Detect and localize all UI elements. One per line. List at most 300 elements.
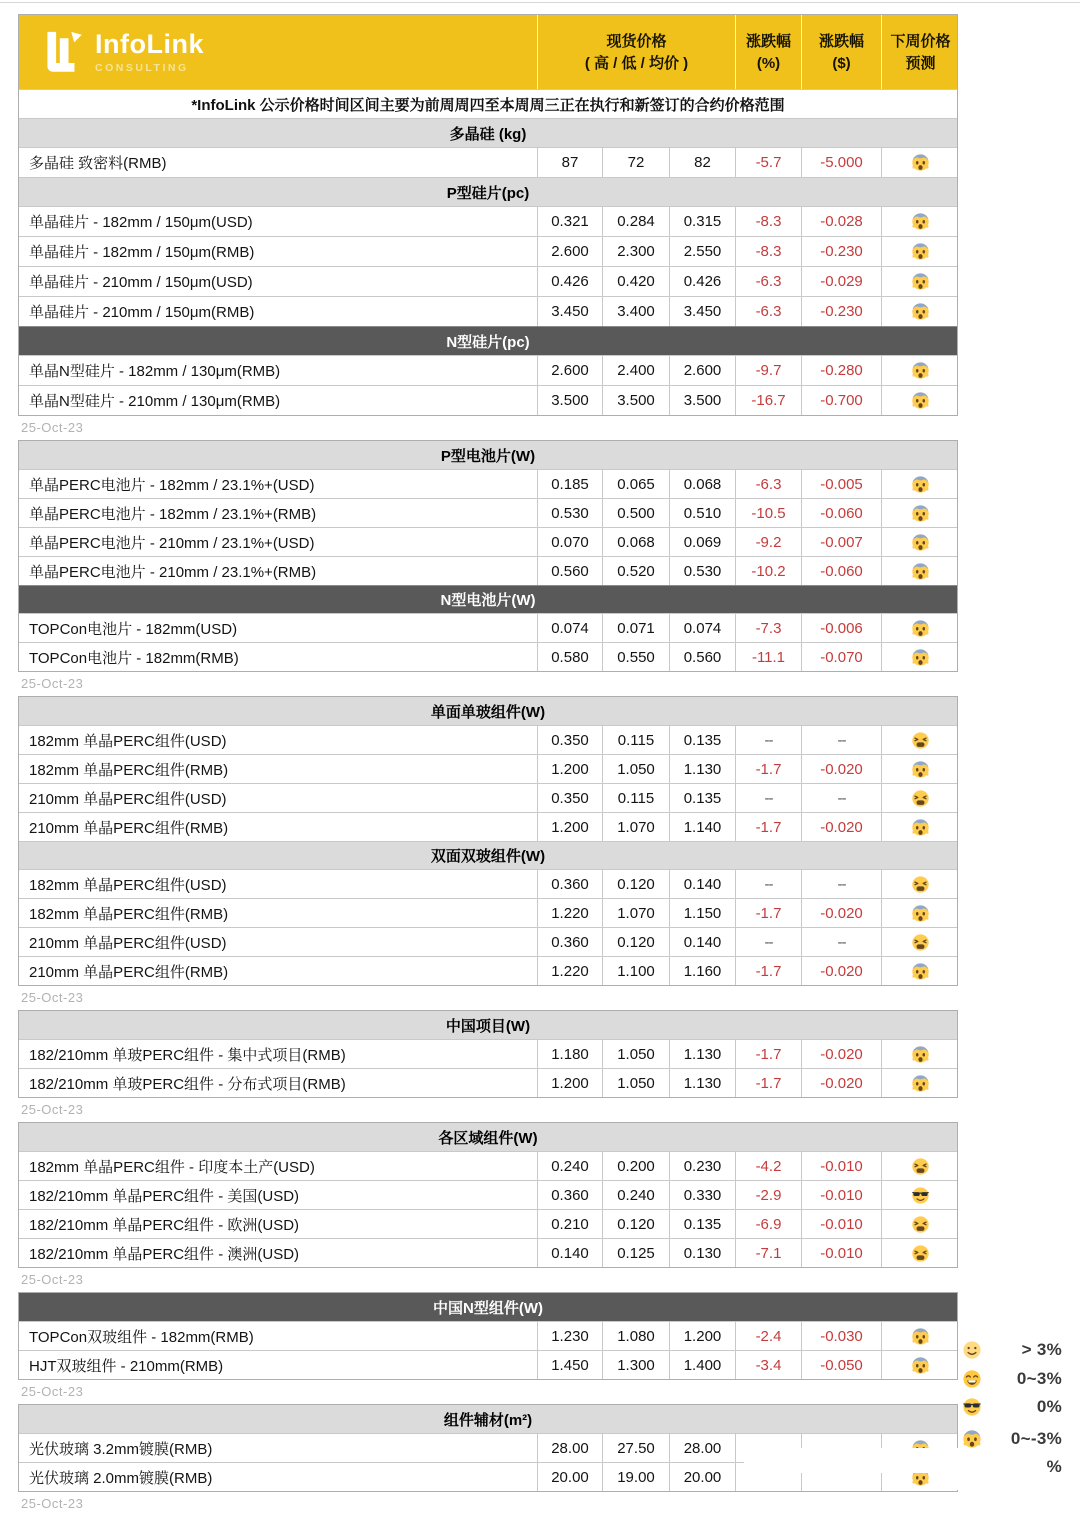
price-low-cell-value: 19.00 — [617, 1468, 655, 1486]
price-low-cell — [602, 297, 669, 326]
price-low-cell-value: 1.070 — [617, 818, 655, 836]
table-row — [19, 1209, 957, 1238]
change-usd-cell — [801, 1069, 881, 1097]
price-table-group — [18, 1010, 958, 1098]
date-label: 25-Oct-23 — [21, 1496, 84, 1511]
table-row — [19, 613, 957, 642]
scream-yellow-icon — [911, 875, 930, 894]
price-low-cell-value: 0.115 — [617, 731, 655, 749]
change-usd-cell-value: -0.020 — [820, 760, 863, 778]
change-usd-cell — [801, 1040, 881, 1068]
price-low-cell — [602, 1069, 669, 1097]
forecast-cell — [881, 755, 959, 783]
price-avg-cell-value: 1.130 — [683, 760, 722, 778]
change-pct-cell — [735, 928, 801, 956]
section-header: 双面双玻组件(W) — [19, 841, 957, 869]
price-high-cell — [537, 1463, 602, 1491]
price-high-cell-value: 0.360 — [551, 1186, 589, 1204]
change-usd-cell — [801, 928, 881, 956]
legend-label: 0% — [1036, 1397, 1062, 1416]
table-row — [19, 812, 957, 841]
table-row — [19, 1039, 957, 1068]
scream-icon — [911, 818, 930, 837]
price-high-cell-value: 2.600 — [551, 362, 589, 379]
price-high-cell-value: 0.360 — [551, 933, 589, 951]
change-usd-cell-value: -0.020 — [820, 1074, 863, 1092]
price-high-cell — [537, 870, 602, 898]
section-header: 多晶硅 (kg) — [19, 118, 957, 147]
price-avg-cell — [669, 1322, 735, 1350]
price-avg-cell-value: 0.074 — [683, 619, 722, 637]
price-high-cell-value: 1.200 — [551, 1074, 589, 1092]
change-usd-cell-value: -0.005 — [820, 475, 863, 493]
price-avg-cell-value: 1.150 — [683, 904, 722, 922]
cool-icon — [958, 1397, 982, 1417]
price-low-cell-value: 0.420 — [617, 273, 655, 290]
price-avg-cell — [669, 1040, 735, 1068]
change-usd-cell — [801, 1351, 881, 1379]
price-low-cell — [602, 386, 669, 415]
change-usd-cell-value: -0.020 — [820, 1045, 863, 1063]
change-pct-cell — [735, 1351, 801, 1379]
price-avg-cell-value: 0.426 — [683, 273, 722, 290]
price-high-cell-value: 2.600 — [551, 243, 589, 260]
change-pct-cell — [735, 784, 801, 812]
price-high-cell-value: 28.00 — [551, 1439, 589, 1457]
price-low-cell-value: 1.080 — [617, 1327, 655, 1345]
product-name-cell: TOPCon电池片 - 182mm(USD) — [29, 620, 238, 638]
price-low-cell — [602, 1040, 669, 1068]
date-label: 25-Oct-23 — [21, 1102, 84, 1117]
price-avg-cell — [669, 267, 735, 296]
price-avg-cell-value: 0.510 — [683, 504, 722, 522]
price-high-cell-value: 0.350 — [551, 731, 589, 749]
product-name-cell: 210mm 单晶PERC组件(USD) — [29, 790, 227, 808]
page-top-divider — [0, 2, 1080, 3]
price-high-cell-value: 0.560 — [551, 562, 589, 580]
price-high-cell — [537, 726, 602, 754]
price-high-cell-value: 1.200 — [551, 818, 589, 836]
forecast-cell — [881, 499, 959, 527]
table-row — [19, 556, 957, 585]
scream-icon — [911, 242, 930, 261]
change-pct-cell-value: -2.4 — [755, 1327, 782, 1345]
table-row — [19, 498, 957, 527]
product-name-cell: 182mm 单晶PERC组件 - 印度本土产(USD) — [29, 1158, 315, 1176]
scream-yellow-icon — [911, 933, 930, 952]
price-avg-cell — [669, 356, 735, 385]
brand-name: InfoLink — [95, 28, 204, 59]
change-usd-cell-value: -0.230 — [820, 303, 863, 320]
price-high-cell-value: 0.350 — [551, 789, 589, 807]
price-avg-cell — [669, 957, 735, 985]
change-usd-cell — [801, 386, 881, 415]
white-overlay-patch — [744, 1448, 957, 1473]
change-usd-cell-value: -0.020 — [820, 818, 863, 836]
price-high-cell — [537, 528, 602, 556]
product-name-cell: 210mm 单晶PERC组件(RMB) — [29, 819, 229, 837]
change-pct-cell-value: -6.9 — [755, 1215, 782, 1233]
table-row — [19, 206, 957, 236]
forecast-cell — [881, 784, 959, 812]
price-avg-cell — [669, 1069, 735, 1097]
brand-text — [95, 28, 204, 74]
table-row — [19, 956, 957, 985]
change-pct-cell-value: -9.7 — [755, 362, 782, 379]
column-header-spot-price — [537, 15, 735, 89]
price-avg-cell — [669, 207, 735, 236]
price-high-cell — [537, 148, 602, 177]
change-usd-cell — [801, 237, 881, 266]
forecast-cell — [881, 614, 959, 642]
change-pct-cell — [735, 643, 801, 671]
change-pct-cell-value: -1.7 — [755, 1045, 782, 1063]
price-low-cell — [602, 499, 669, 527]
price-low-cell — [602, 148, 669, 177]
price-low-cell — [602, 1322, 669, 1350]
forecast-cell — [881, 928, 959, 956]
table-row — [19, 725, 957, 754]
table-row — [19, 1321, 957, 1350]
price-avg-cell — [669, 870, 735, 898]
forecast-cell — [881, 957, 959, 985]
change-pct-cell-value: -11.1 — [751, 648, 786, 666]
price-low-cell — [602, 957, 669, 985]
change-usd-cell-value: -- — [837, 933, 846, 951]
column-header-forecast — [881, 15, 959, 89]
pct-title: 涨跌幅 — [745, 32, 791, 50]
change-usd-cell — [801, 470, 881, 498]
product-name-cell: TOPCon电池片 - 182mm(RMB) — [29, 649, 239, 667]
forecast-cell — [881, 1322, 959, 1350]
product-name-cell: 单晶硅片 - 182mm / 150μm(USD) — [29, 214, 253, 231]
price-high-cell — [537, 1351, 602, 1379]
change-pct-cell — [735, 297, 801, 326]
price-low-cell — [602, 614, 669, 642]
scream-icon — [911, 648, 930, 667]
legend-label: % — [1046, 1457, 1062, 1476]
price-high-cell — [537, 207, 602, 236]
forecast-cell — [881, 1152, 959, 1180]
spot-subtitle: ( 高 / 低 / 均价 ) — [584, 54, 689, 72]
price-avg-cell-value: 0.069 — [683, 533, 722, 551]
price-high-cell — [537, 470, 602, 498]
table-row — [19, 266, 957, 296]
price-avg-cell-value: 1.140 — [683, 818, 722, 836]
price-avg-cell — [669, 1152, 735, 1180]
table-row — [19, 385, 957, 415]
change-pct-cell — [735, 813, 801, 841]
product-name-cell: 182/210mm 单晶PERC组件 - 美国(USD) — [29, 1187, 300, 1205]
price-avg-cell — [669, 643, 735, 671]
price-high-cell — [537, 1152, 602, 1180]
price-low-cell-value: 1.050 — [617, 1074, 655, 1092]
price-high-cell — [537, 784, 602, 812]
change-pct-cell-value: -1.7 — [755, 818, 782, 836]
scream-icon — [911, 904, 930, 923]
change-usd-cell-value: -0.010 — [820, 1186, 863, 1204]
price-avg-cell — [669, 557, 735, 585]
change-pct-cell-value: -5.7 — [755, 154, 782, 171]
price-low-cell-value: 0.068 — [617, 533, 655, 551]
table-row — [19, 927, 957, 956]
scream-icon — [911, 302, 930, 321]
forecast-cell — [881, 237, 959, 266]
change-pct-cell — [735, 726, 801, 754]
price-table-group — [18, 440, 958, 672]
product-name-cell: 光伏玻璃 2.0mm镀膜(RMB) — [29, 1469, 213, 1487]
price-low-cell — [602, 726, 669, 754]
change-pct-cell — [735, 755, 801, 783]
price-avg-cell-value: 0.135 — [683, 731, 722, 749]
price-high-cell — [537, 957, 602, 985]
price-report — [18, 14, 958, 1516]
forecast-cell — [881, 356, 959, 385]
price-high-cell-value: 20.00 — [551, 1468, 589, 1486]
scream-yellow-icon — [911, 1157, 930, 1176]
price-low-cell-value: 0.284 — [617, 213, 655, 230]
price-high-cell-value: 1.450 — [551, 1356, 589, 1374]
change-usd-cell — [801, 207, 881, 236]
date-label: 25-Oct-23 — [21, 420, 84, 435]
change-usd-cell — [801, 528, 881, 556]
price-high-cell — [537, 237, 602, 266]
scream-icon — [911, 475, 930, 494]
table-row — [19, 1238, 957, 1267]
price-table-group — [18, 1122, 958, 1268]
price-low-cell — [602, 237, 669, 266]
price-high-cell-value: 0.185 — [551, 475, 589, 493]
price-avg-cell — [669, 528, 735, 556]
abs-title: 涨跌幅 — [818, 32, 864, 50]
product-name-cell: 182mm 单晶PERC组件(USD) — [29, 876, 227, 894]
brand-block — [19, 15, 537, 89]
change-usd-cell-value: -0.028 — [820, 213, 863, 230]
change-pct-cell — [735, 1322, 801, 1350]
price-avg-cell-value: 0.230 — [683, 1157, 722, 1175]
change-pct-cell-value: -1.7 — [755, 904, 782, 922]
change-pct-cell-value: -10.2 — [751, 562, 786, 580]
price-low-cell — [602, 755, 669, 783]
price-low-cell — [602, 207, 669, 236]
price-low-cell-value: 0.071 — [617, 619, 655, 637]
price-low-cell-value: 1.050 — [617, 1045, 655, 1063]
scream-icon — [911, 391, 930, 410]
change-pct-cell — [735, 1069, 801, 1097]
price-low-cell-value: 2.400 — [617, 362, 655, 379]
price-avg-cell-value: 0.068 — [683, 475, 722, 493]
change-usd-cell-value: -0.007 — [820, 533, 863, 551]
table-row — [19, 1350, 957, 1379]
grin-icon — [958, 1369, 982, 1389]
price-avg-cell-value: 0.530 — [683, 562, 722, 580]
table-row — [19, 296, 957, 326]
price-avg-cell-value: 0.315 — [683, 213, 722, 230]
change-pct-cell — [735, 614, 801, 642]
price-low-cell-value: 1.100 — [617, 962, 655, 980]
price-avg-cell-value: 1.200 — [683, 1327, 722, 1345]
change-pct-cell-value: -6.3 — [755, 475, 782, 493]
price-avg-cell — [669, 813, 735, 841]
change-usd-cell-value: -0.020 — [820, 904, 863, 922]
price-low-cell-value: 0.240 — [617, 1186, 655, 1204]
price-low-cell — [602, 528, 669, 556]
date-label: 25-Oct-23 — [21, 990, 84, 1005]
product-name-cell: 单晶N型硅片 - 210mm / 130μm(RMB) — [29, 393, 281, 410]
price-low-cell-value: 3.500 — [617, 392, 655, 409]
forecast-title-line1: 下周价格 — [890, 32, 951, 50]
price-low-cell-value: 0.120 — [617, 1215, 655, 1233]
change-pct-cell-value: -- — [764, 789, 773, 807]
forecast-cell — [881, 207, 959, 236]
scream-icon — [911, 962, 930, 981]
price-high-cell — [537, 755, 602, 783]
change-usd-cell — [801, 148, 881, 177]
price-low-cell-value: 0.120 — [617, 875, 655, 893]
price-high-cell-value: 1.180 — [551, 1045, 589, 1063]
forecast-cell — [881, 1210, 959, 1238]
scream-icon — [911, 619, 930, 638]
change-pct-cell — [735, 1152, 801, 1180]
price-low-cell — [602, 557, 669, 585]
legend-item — [958, 1397, 1062, 1417]
price-avg-cell-value: 1.130 — [683, 1074, 722, 1092]
price-low-cell — [602, 899, 669, 927]
price-low-cell — [602, 928, 669, 956]
scream-yellow-icon — [911, 1244, 930, 1263]
price-low-cell-value: 0.200 — [617, 1157, 655, 1175]
price-avg-cell-value: 0.130 — [683, 1244, 722, 1262]
table-row — [19, 355, 957, 385]
change-pct-cell-value: -1.7 — [755, 760, 782, 778]
price-low-cell-value: 72 — [627, 154, 645, 171]
price-low-cell-value: 27.50 — [617, 1439, 655, 1457]
section-header: 各区域组件(W) — [19, 1123, 957, 1151]
price-avg-cell — [669, 1181, 735, 1209]
change-pct-cell — [735, 499, 801, 527]
price-avg-cell — [669, 1434, 735, 1462]
section-header: N型电池片(W) — [19, 585, 957, 613]
price-high-cell — [537, 356, 602, 385]
change-usd-cell — [801, 356, 881, 385]
table-row — [19, 642, 957, 671]
price-high-cell — [537, 1322, 602, 1350]
change-usd-cell-value: -- — [837, 731, 846, 749]
change-usd-cell-value: -0.006 — [820, 619, 863, 637]
white-overlay-patch — [952, 1448, 1036, 1490]
change-usd-cell-value: -0.700 — [820, 392, 863, 409]
change-usd-cell — [801, 870, 881, 898]
price-high-cell-value: 3.500 — [551, 392, 589, 409]
change-usd-cell — [801, 643, 881, 671]
change-pct-cell-value: -2.9 — [755, 1186, 782, 1204]
table-row — [19, 1151, 957, 1180]
price-low-cell-value: 0.125 — [617, 1244, 655, 1262]
scream-icon — [911, 760, 930, 779]
price-high-cell — [537, 267, 602, 296]
price-avg-cell — [669, 148, 735, 177]
price-avg-cell-value: 1.130 — [683, 1045, 722, 1063]
price-high-cell-value: 1.200 — [551, 760, 589, 778]
column-header-change-usd — [801, 15, 881, 89]
forecast-cell — [881, 1239, 959, 1267]
change-usd-cell — [801, 499, 881, 527]
forecast-cell — [881, 528, 959, 556]
scream-icon — [911, 361, 930, 380]
change-pct-cell-value: -1.7 — [755, 962, 782, 980]
change-pct-cell-value: -8.3 — [755, 243, 782, 260]
change-pct-cell-value: -16.7 — [751, 392, 786, 409]
price-high-cell-value: 87 — [561, 154, 579, 171]
forecast-cell — [881, 470, 959, 498]
change-pct-cell — [735, 237, 801, 266]
table-row — [19, 869, 957, 898]
forecast-cell — [881, 557, 959, 585]
price-table-group — [18, 696, 958, 986]
legend-item — [958, 1429, 1062, 1449]
price-low-cell-value: 1.300 — [617, 1356, 655, 1374]
price-high-cell — [537, 614, 602, 642]
product-name-cell: 182mm 单晶PERC组件(USD) — [29, 732, 227, 750]
scream-icon — [911, 1356, 930, 1375]
price-low-cell — [602, 1210, 669, 1238]
price-avg-cell-value: 20.00 — [683, 1468, 722, 1486]
brand-subtitle: CONSULTING — [95, 61, 189, 74]
change-pct-cell — [735, 148, 801, 177]
price-low-cell — [602, 470, 669, 498]
price-avg-cell — [669, 614, 735, 642]
change-usd-cell — [801, 1210, 881, 1238]
price-low-cell — [602, 784, 669, 812]
forecast-cell — [881, 297, 959, 326]
report-header-banner — [19, 15, 957, 89]
price-high-cell — [537, 1434, 602, 1462]
scream-icon — [911, 562, 930, 581]
price-high-cell-value: 3.450 — [551, 303, 589, 320]
product-name-cell: 单晶PERC电池片 - 182mm / 23.1%+(USD) — [29, 476, 315, 494]
change-usd-cell — [801, 1239, 881, 1267]
column-header-change-pct — [735, 15, 801, 89]
price-avg-cell-value: 3.450 — [683, 303, 722, 320]
price-high-cell-value: 1.230 — [551, 1327, 589, 1345]
change-usd-cell — [801, 1322, 881, 1350]
product-name-cell: 单晶PERC电池片 - 210mm / 23.1%+(RMB) — [29, 563, 317, 581]
product-name-cell: HJT双玻组件 - 210mm(RMB) — [29, 1357, 224, 1375]
change-pct-cell — [735, 267, 801, 296]
price-avg-cell — [669, 1463, 735, 1491]
forecast-cell — [881, 870, 959, 898]
price-high-cell-value: 0.074 — [551, 619, 589, 637]
table-row — [19, 898, 957, 927]
price-avg-cell-value: 2.550 — [683, 243, 722, 260]
price-avg-cell — [669, 237, 735, 266]
change-pct-cell-value: -3.4 — [755, 1356, 782, 1374]
change-pct-cell-value: -1.7 — [755, 1074, 782, 1092]
scream-icon — [911, 1074, 930, 1093]
product-name-cell: 单晶硅片 - 210mm / 150μm(USD) — [29, 274, 253, 291]
price-avg-cell — [669, 899, 735, 927]
price-low-cell — [602, 1434, 669, 1462]
spot-title: 现货价格 — [606, 32, 667, 50]
change-pct-cell-value: -10.5 — [751, 504, 786, 522]
price-avg-cell — [669, 1210, 735, 1238]
change-usd-cell — [801, 557, 881, 585]
price-avg-cell — [669, 470, 735, 498]
price-high-cell-value: 1.220 — [551, 962, 589, 980]
change-usd-cell-value: -0.280 — [820, 362, 863, 379]
forecast-cell — [881, 1069, 959, 1097]
product-name-cell: 单晶N型硅片 - 182mm / 130μm(RMB) — [29, 363, 281, 380]
